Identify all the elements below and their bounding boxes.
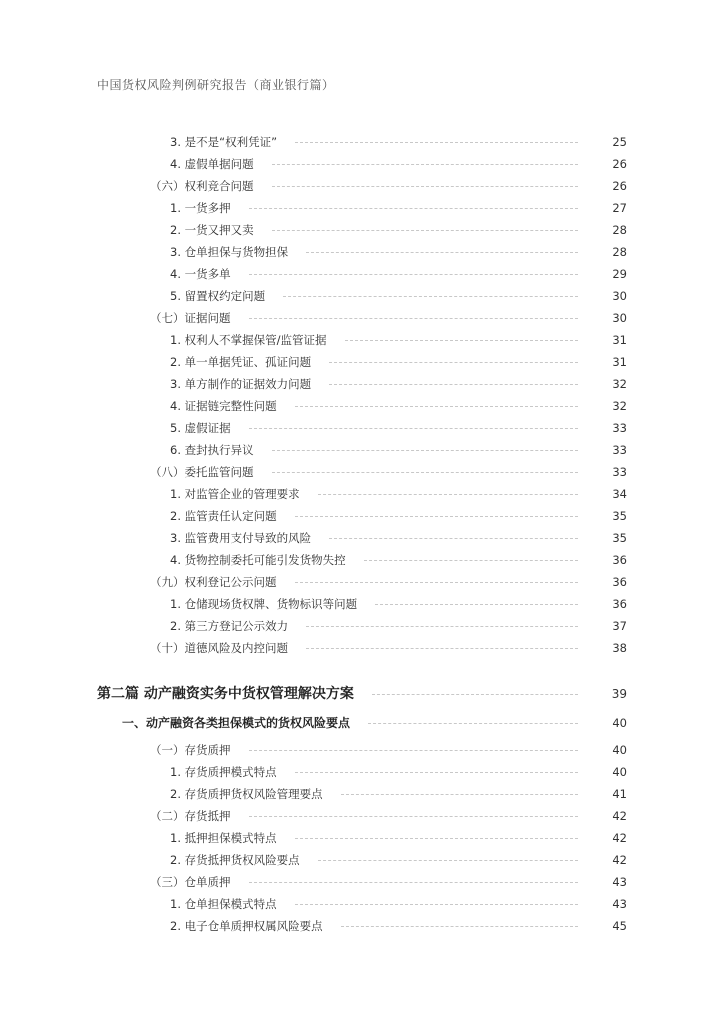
dotted-leader [283,296,578,297]
toc-entry-page-number: 30 [612,311,627,325]
toc-entry-title: 1. 一货多押 [170,201,231,215]
toc-entry[interactable] [0,352,724,372]
toc-entry-page-number: 43 [612,897,627,911]
toc-entry-title: 4. 一货多单 [170,267,231,281]
toc-entry-title: 2. 电子仓单质押权属风险要点 [170,919,323,933]
dotted-leader [272,186,578,187]
toc-entry-page-number: 31 [612,355,627,369]
dotted-leader [249,750,578,751]
toc-entry[interactable] [0,506,724,526]
toc-entry-title: 2. 监管责任认定问题 [170,509,277,523]
dotted-leader [249,816,578,817]
toc-entry[interactable] [0,684,724,704]
toc-entry-page-number: 42 [612,809,627,823]
dotted-leader [249,274,578,275]
dotted-leader [341,926,578,927]
toc-entry-title: （三）仓单质押 [150,875,231,889]
toc-entry-page-number: 28 [612,245,627,259]
toc-entry-title: 2. 存货质押货权风险管理要点 [170,787,323,801]
toc-entry[interactable] [0,286,724,306]
dotted-leader [295,582,578,583]
dotted-leader [295,142,578,143]
toc-entry-title: 1. 权利人不掌握保管/监管证据 [170,333,327,347]
dotted-leader [295,838,578,839]
toc-entry-title: （十）道德风险及内控问题 [150,641,288,655]
toc-entry-title: 3. 单方制作的证据效力问题 [170,377,312,391]
dotted-leader [318,494,578,495]
toc-entry-page-number: 30 [612,289,627,303]
toc-entry[interactable] [0,462,724,482]
page-header: 中国货权风险判例研究报告（商业银行篇） [97,78,335,92]
toc-entry[interactable] [0,550,724,570]
toc-entry-title: 第二篇 动产融资实务中货权管理解决方案 [97,686,354,702]
dotted-leader [329,362,578,363]
toc-entry-page-number: 26 [612,179,627,193]
dotted-leader [375,604,578,605]
dotted-leader [272,164,578,165]
toc-entry-page-number: 32 [612,399,627,413]
toc-entry-title: 6. 查封执行异议 [170,443,254,457]
toc-entry[interactable] [0,713,724,733]
toc-entry-title: （二）存货抵押 [150,809,231,823]
toc-entry[interactable] [0,916,724,936]
toc-entry-title: （九）权利登记公示问题 [150,575,277,589]
toc-entry-title: 2. 一货又押又卖 [170,223,254,237]
toc-entry-title: 1. 抵押担保模式特点 [170,831,277,845]
dotted-leader [295,904,578,905]
toc-entry[interactable] [0,638,724,658]
toc-entry-page-number: 27 [612,201,627,215]
dotted-leader [272,230,578,231]
toc-entry-page-number: 37 [612,619,627,633]
dotted-leader [345,340,578,341]
toc-entry[interactable] [0,176,724,196]
dotted-leader [249,428,578,429]
toc-entry[interactable] [0,132,724,152]
dotted-leader [295,406,578,407]
toc-entry[interactable] [0,740,724,760]
toc-entry-title: 1. 对监管企业的管理要求 [170,487,300,501]
dotted-leader [295,772,578,773]
dotted-leader [341,794,578,795]
toc-entry[interactable] [0,242,724,262]
toc-entry-page-number: 38 [612,641,627,655]
toc-entry-title: （七）证据问题 [150,311,231,325]
toc-entry-page-number: 42 [612,853,627,867]
toc-entry-title: 4. 虚假单据问题 [170,157,254,171]
toc-entry[interactable] [0,308,724,328]
toc-entry-page-number: 25 [612,135,627,149]
toc-entry-page-number: 39 [611,687,627,701]
toc-entry[interactable] [0,828,724,848]
toc-entry-title: 2. 存货抵押货权风险要点 [170,853,300,867]
toc-entry-page-number: 43 [612,875,627,889]
dotted-leader [306,252,578,253]
toc-entry-title: 1. 仓储现场货权牌、货物标识等问题 [170,597,358,611]
toc-entry-page-number: 31 [612,333,627,347]
toc-entry-page-number: 34 [612,487,627,501]
toc-entry-page-number: 41 [612,787,627,801]
toc-entry[interactable] [0,894,724,914]
toc-entry[interactable] [0,264,724,284]
toc-entry-page-number: 32 [612,377,627,391]
toc-entry[interactable] [0,850,724,870]
dotted-leader [272,472,578,473]
toc-entry-title: 4. 证据链完整性问题 [170,399,277,413]
dotted-leader [306,648,578,649]
toc-entry-page-number: 33 [612,443,627,457]
toc-entry[interactable] [0,594,724,614]
toc-entry[interactable] [0,330,724,350]
toc-entry[interactable] [0,396,724,416]
toc-entry-page-number: 42 [612,831,627,845]
toc-entry-title: 1. 存货质押模式特点 [170,765,277,779]
toc-entry-title: 一、动产融资各类担保模式的货权风险要点 [122,716,351,730]
toc-entry-title: （六）权利竞合问题 [150,179,254,193]
toc-entry-title: 3. 监管费用支付导致的风险 [170,531,312,545]
toc-entry[interactable] [0,872,724,892]
toc-entry-page-number: 40 [612,743,627,757]
toc-entry-title: 2. 第三方登记公示效力 [170,619,289,633]
toc-entry-title: 4. 货物控制委托可能引发货物失控 [170,553,346,567]
dotted-leader [272,450,578,451]
toc-entry[interactable] [0,572,724,592]
toc-entry-title: 3. 仓单担保与货物担保 [170,245,289,259]
toc-entry-page-number: 36 [612,575,627,589]
toc-entry[interactable] [0,784,724,804]
toc-entry-title: （八）委托监管问题 [150,465,254,479]
toc-entry[interactable] [0,220,724,240]
dotted-leader [249,318,578,319]
toc-entry-title: （一）存货质押 [150,743,231,757]
toc-entry-page-number: 35 [612,509,627,523]
toc-entry-page-number: 40 [612,765,627,779]
toc-entry-title: 3. 是不是“权利凭证” [170,135,278,149]
toc-entry[interactable] [0,154,724,174]
dotted-leader [249,882,578,883]
toc-entry-title: 1. 仓单担保模式特点 [170,897,277,911]
toc-entry-page-number: 35 [612,531,627,545]
toc-entry-page-number: 28 [612,223,627,237]
dotted-leader [318,860,578,861]
dotted-leader [295,516,578,517]
toc-entry-page-number: 33 [612,421,627,435]
toc-entry-page-number: 26 [612,157,627,171]
toc-entry[interactable] [0,528,724,548]
toc-entry[interactable] [0,762,724,782]
toc-entry-page-number: 36 [612,553,627,567]
toc-entry-page-number: 40 [612,716,627,730]
toc-entry-title: 5. 虚假证据 [170,421,231,435]
toc-entry-title: 2. 单一单据凭证、孤证问题 [170,355,312,369]
toc-entry-page-number: 29 [612,267,627,281]
dotted-leader [368,723,578,724]
toc-entry[interactable] [0,374,724,394]
toc-entry-page-number: 36 [612,597,627,611]
toc-entry[interactable] [0,440,724,460]
toc-entry-page-number: 45 [612,919,627,933]
dotted-leader [364,560,578,561]
dotted-leader [329,538,578,539]
dotted-leader [372,694,578,695]
toc-entry-title: 5. 留置权约定问题 [170,289,266,303]
dotted-leader [306,626,578,627]
toc-entry[interactable] [0,418,724,438]
dotted-leader [329,384,578,385]
toc-entry-page-number: 33 [612,465,627,479]
dotted-leader [249,208,578,209]
toc-entry[interactable] [0,806,724,826]
toc-entry[interactable] [0,616,724,636]
toc-entry[interactable] [0,198,724,218]
toc-entry[interactable] [0,484,724,504]
